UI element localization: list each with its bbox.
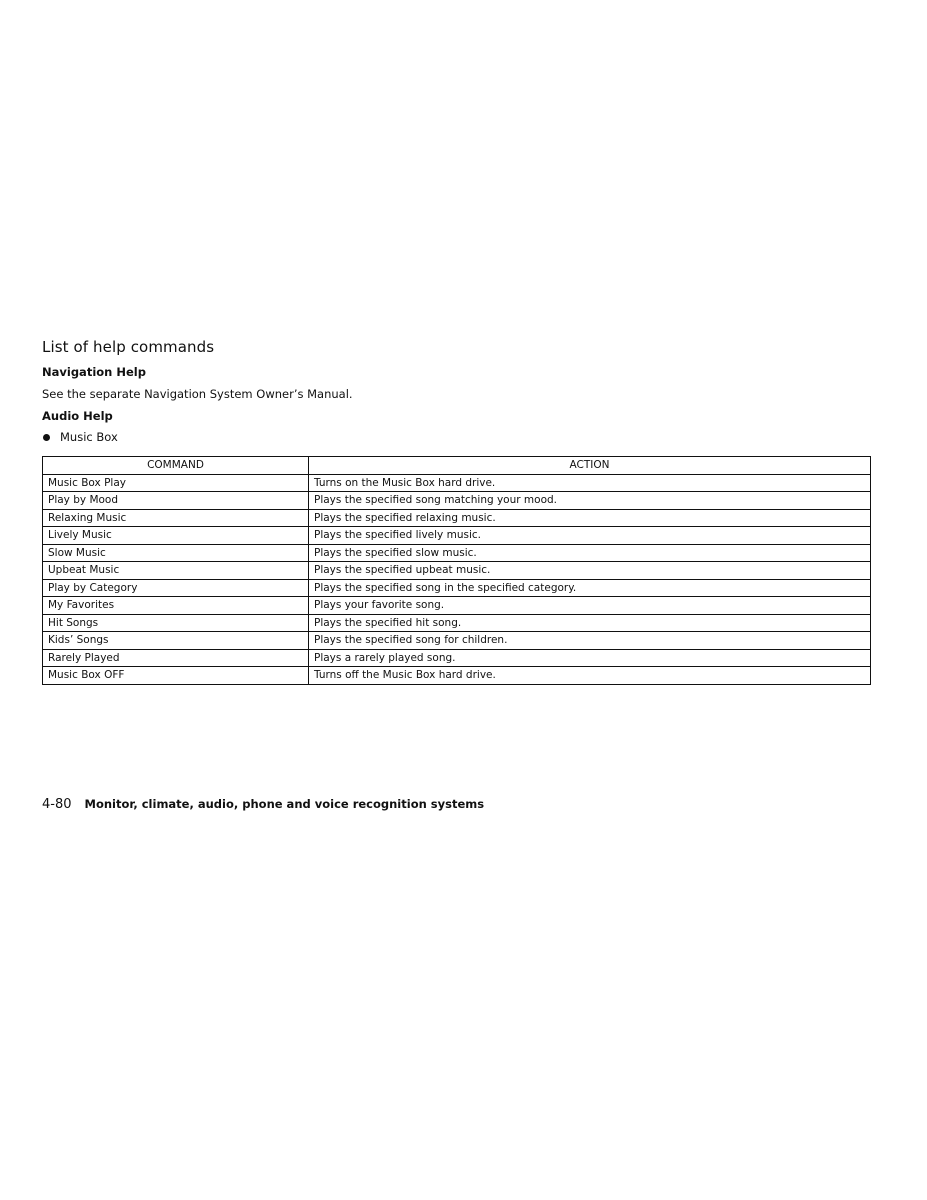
command-cell: Upbeat Music: [43, 562, 309, 580]
command-cell: Play by Category: [43, 579, 309, 597]
bullet-item: [42, 430, 118, 444]
action-cell: Turns off the Music Box hard drive.: [309, 667, 871, 685]
navigation-help-text: See the separate Navigation System Owner’s Manual.: [42, 387, 353, 401]
action-cell: Plays your favorite song.: [309, 597, 871, 615]
command-cell: Slow Music: [43, 544, 309, 562]
column-header-command: COMMAND: [43, 457, 309, 475]
column-header-action: ACTION: [309, 457, 871, 475]
command-cell: Play by Mood: [43, 492, 309, 510]
command-cell: Music Box Play: [43, 474, 309, 492]
command-cell: My Favorites: [43, 597, 309, 615]
table-row: [43, 614, 871, 632]
table-row: [43, 632, 871, 650]
chapter-title: Monitor, climate, audio, phone and voice recognition systems: [84, 797, 485, 811]
navigation-help-heading: Navigation Help: [42, 365, 146, 379]
command-cell: Kids’ Songs: [43, 632, 309, 650]
action-cell: Plays the specified slow music.: [309, 544, 871, 562]
action-cell: Plays the specified hit song.: [309, 614, 871, 632]
command-cell: Hit Songs: [43, 614, 309, 632]
table-row: [43, 597, 871, 615]
action-cell: Plays the specified song matching your mood.: [309, 492, 871, 510]
table-row: [43, 562, 871, 580]
action-cell: Plays the specified song in the specified category.: [309, 579, 871, 597]
action-cell: Turns on the Music Box hard drive.: [309, 474, 871, 492]
action-cell: Plays the specified relaxing music.: [309, 509, 871, 527]
table-row: [43, 509, 871, 527]
help-commands-table: [42, 456, 871, 685]
table-row: [43, 492, 871, 510]
bullet-text: Music Box: [60, 430, 118, 444]
table-row: [43, 667, 871, 685]
table-row: [43, 474, 871, 492]
command-cell: Rarely Played: [43, 649, 309, 667]
section-title: List of help commands: [42, 338, 215, 356]
action-cell: Plays a rarely played song.: [309, 649, 871, 667]
action-cell: Plays the specified lively music.: [309, 527, 871, 545]
audio-help-heading: Audio Help: [42, 409, 113, 423]
bullet-icon: [43, 434, 50, 441]
table-row: [43, 649, 871, 667]
page-number: 4-80: [42, 797, 72, 812]
action-cell: Plays the specified upbeat music.: [309, 562, 871, 580]
action-cell: Plays the specified song for children.: [309, 632, 871, 650]
table-row: [43, 544, 871, 562]
command-cell: Relaxing Music: [43, 509, 309, 527]
table-row: [43, 527, 871, 545]
table-header-row: [43, 457, 871, 475]
command-cell: Lively Music: [43, 527, 309, 545]
command-cell: Music Box OFF: [43, 667, 309, 685]
page-footer: [42, 797, 484, 812]
table-row: [43, 579, 871, 597]
